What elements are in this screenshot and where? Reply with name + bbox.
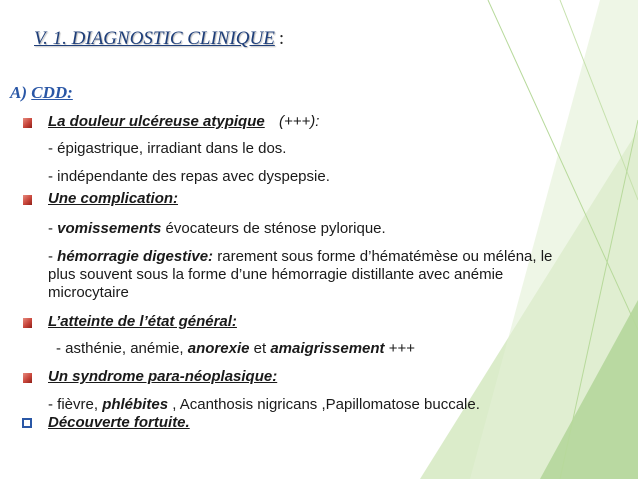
- line-hemorragie: [48, 248, 552, 266]
- hemorragie-rest: rarement sous forme d’hématémèse ou méléna, le: [213, 248, 553, 265]
- bullet-paraneoplasique: Un syndrome para-néoplasique:: [48, 368, 278, 385]
- red-square-bullet-icon: [23, 118, 32, 128]
- fievre-rest: , Acanthosis nigricans ,Papillomatose buccale.: [168, 396, 480, 413]
- line-vomissements: [48, 220, 386, 238]
- asthenie-mid: et: [249, 340, 271, 357]
- line-hemorragie-2: plus souvent sous la forme d’une hémorragie distillante avec anémie: [48, 266, 504, 283]
- red-square-bullet-icon: [23, 195, 32, 205]
- asthenie-prefix: - asthénie, anémie,: [56, 340, 188, 357]
- fievre-emphasis: phlébites: [102, 396, 169, 413]
- line-asthenie: [56, 340, 415, 358]
- bullet-atteinte: L’atteinte de l’état général:: [48, 313, 237, 330]
- section-title: CDD:: [31, 83, 73, 102]
- line-hemorragie-3: microcytaire: [48, 284, 129, 301]
- slide-title-text: V. 1. DIAGNOSTIC CLINIQUE: [34, 28, 275, 49]
- asthenie-emphasis-1: anorexie: [187, 340, 250, 357]
- fievre-prefix: - fièvre,: [48, 396, 103, 413]
- vomissements-emphasis: vomissements: [57, 220, 162, 237]
- red-square-bullet-icon: [23, 373, 32, 383]
- vomissements-rest: évocateurs de sténose pylorique.: [161, 220, 386, 237]
- slide-title-colon: :: [278, 28, 285, 49]
- asthenie-rest: +++: [384, 340, 415, 357]
- line-independante: - indépendante des repas avec dyspepsie.: [48, 168, 330, 185]
- asthenie-emphasis-2: amaigrissement: [270, 340, 385, 357]
- red-square-bullet-icon: [23, 318, 32, 328]
- section-label: A): [10, 83, 27, 102]
- bullet-douleur: [48, 113, 265, 131]
- vomissements-prefix: -: [48, 220, 58, 237]
- douleur-suffix: (+++):: [279, 113, 320, 130]
- line-epigastrique: - épigastrique, irradiant dans le dos.: [48, 140, 287, 157]
- douleur-heading: La douleur ulcéreuse atypique: [48, 113, 265, 130]
- hemorragie-prefix: -: [48, 248, 58, 265]
- hemorragie-emphasis: hémorragie digestive:: [57, 248, 214, 265]
- bullet-decouverte: Découverte fortuite.: [48, 414, 190, 431]
- checkbox-bullet-icon: [22, 418, 32, 428]
- bullet-complication: Une complication:: [48, 190, 179, 207]
- line-fievre: [48, 396, 480, 414]
